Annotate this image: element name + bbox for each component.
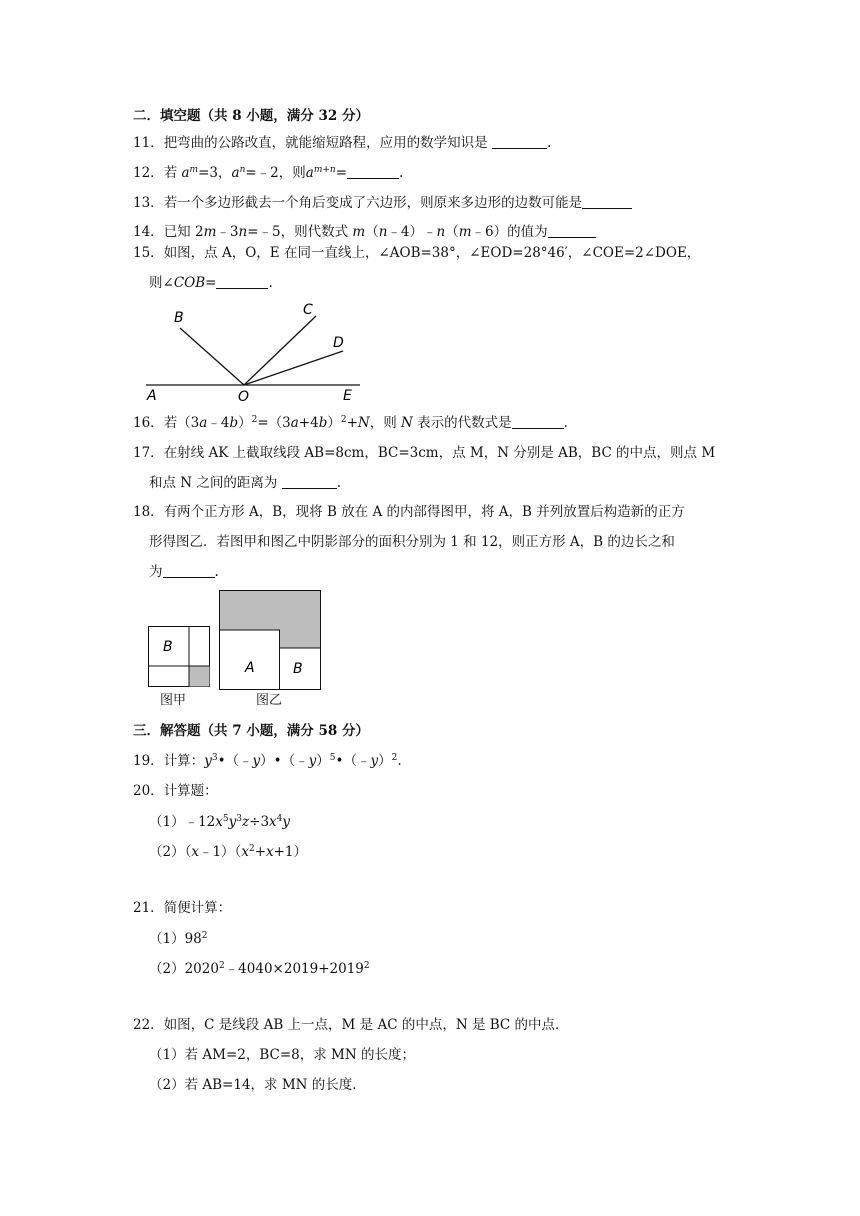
question-text-line1: 有两个正方形 A，B，现将 B 放在 A 的内部得图甲，将 A，B 并列放置后构造新的正方 [163,504,685,520]
text-part: ﹣6）的值为 [471,224,548,240]
text-part: （ [365,224,379,240]
text-part: •（﹣ [335,753,371,769]
question-end: . [397,753,402,769]
question-number: 15． [133,245,164,261]
label-c: C [303,302,313,318]
answer-blank [492,136,547,149]
text-part: ） [327,415,341,431]
exponent: 4 [276,814,283,824]
question-end: . [268,275,273,291]
exponent: 5 [222,814,229,824]
question-18-line3 [149,563,219,581]
exponent: 2 [363,961,370,971]
question-22 [133,1016,569,1034]
question-21 [133,899,231,917]
answer-blank [216,276,268,289]
caption-yi: 图乙 [256,693,283,708]
exponent: m [189,165,199,175]
text-part: ﹣1）（ [198,844,242,860]
answer-blank [282,476,337,489]
answer-blank [347,166,399,179]
question-11 [133,134,551,152]
variable: z [242,814,250,830]
exponent: 3 [236,814,243,824]
question-21-part2 [149,960,370,978]
question-number: 14． [133,224,164,240]
label-b: B [293,661,303,677]
label-o: O [238,389,250,405]
question-15-line2 [149,274,273,292]
text-part: ，则 [369,415,397,431]
text-part: =（3 [257,415,291,431]
exponent: 2 [391,753,398,763]
answer-blank [163,565,215,578]
label-b: B [174,310,184,326]
question-number: 12． [133,165,164,181]
label-a: A [245,660,255,676]
text-part: ﹣4 [207,415,230,431]
text-part: ） [378,753,392,769]
variable: y [308,753,317,769]
ray-od [244,351,343,385]
question-text-line1: 如图，点 A，O，E 在同一直线上，∠AOB=38°，∠EOD=28°46′，∠COE=2∠DOE， [163,245,701,261]
question-number: 20． [133,783,164,799]
text-part: =﹣5，则代数式 [247,224,349,240]
question-13 [133,194,632,212]
text-part: ） [316,753,330,769]
exponent: m+n [313,165,336,175]
question-number: 21． [133,900,164,916]
variable: x [241,844,249,860]
question-20 [133,782,218,800]
label-e: E [343,388,352,404]
question-17-line2 [149,474,341,492]
text-part: ﹣4）﹣ [387,224,437,240]
variable: m [352,224,366,240]
text-part: = [335,165,348,181]
variable: x [215,814,223,830]
shaded-region [189,666,210,687]
question-number: 11． [133,135,164,151]
exponent: 2 [248,844,255,854]
text-part: 若 [163,165,178,181]
question-number: 22． [133,1017,164,1033]
text-part: + [254,844,266,860]
text-part: +1） [273,844,308,860]
variable: y [282,814,291,830]
variable: n [378,224,388,240]
variable: x [269,814,277,830]
question-end: . [546,135,552,151]
variable: a [231,165,240,181]
text-part: 为 [149,564,163,580]
answer-blank [582,196,632,209]
variable: N [357,415,370,431]
variable: n [436,224,446,240]
text-part: （ [445,224,459,240]
question-text: 把弯曲的公路改直，就能缩短路程，应用的数学知识是 [163,135,488,151]
question-20-part1 [149,813,290,831]
text-part: 若（3 [163,415,200,431]
exponent: 2 [340,415,347,425]
answer-blank [548,225,596,238]
question-18-line2: 形得图乙．若图甲和图乙中阴影部分的面积分别为 1 和 12，则正方形 A，B 的边长之和 [149,534,675,550]
variable: x [191,844,199,860]
question-end: . [336,475,341,491]
question-text-line1: 在射线 AK 上截取线段 AB=8cm，BC=3cm，点 M，N 分别是 AB，BC 的中点，则点 M [163,445,716,461]
variable: y [252,753,261,769]
text-part: （1）﹣12 [149,814,216,830]
question-text: 若一个多边形截去一个角后变成了六边形，则原来多边形的边数可能是 [163,195,583,211]
text-part: 和点 N 之间的距离为 [149,475,278,491]
exponent: 5 [329,753,336,763]
question-18 [133,503,685,521]
exponent: 2 [251,415,258,425]
question-22-part2: （2）若 AB=14，求 MN 的长度． [149,1077,366,1093]
question-14 [133,223,596,241]
text-part: 已知 2 [163,224,204,240]
variable: a [305,165,314,181]
variable: m [203,224,217,240]
question-number: 19． [133,753,164,769]
exponent: 3 [211,753,218,763]
question-title: 简便计算： [163,900,232,916]
question-number: 16． [133,415,164,431]
text-part: =3， [198,165,232,181]
question-17 [133,444,715,462]
text-part: 计算： [163,753,205,769]
text-part: +4 [298,415,319,431]
text-part: ） [238,415,252,431]
section3-heading: 三．解答题（共 7 小题，满分 58 分） [133,723,369,739]
answer-blank [512,416,564,429]
question-16 [133,414,568,432]
text-part: ÷3 [249,814,270,830]
text-part: =﹣2，则 [245,165,306,181]
question-number: 13． [133,195,164,211]
angle-name: COB [173,275,206,291]
exponent: 2 [201,931,208,941]
variable: y [204,753,212,769]
question-title: 计算题： [163,783,218,799]
variable: n [238,224,248,240]
variable: b [229,415,239,431]
variable: x [265,844,274,860]
question-20-part2 [149,843,307,861]
exponent: n [239,165,246,175]
question-19 [133,752,402,770]
text-part: = [205,275,217,291]
question-22-part1: （1）若 AM=2，BC=8，求 MN 的长度； [149,1047,415,1063]
question-number: 17． [133,445,164,461]
text-part: ）•（﹣ [260,753,309,769]
variable: m [458,224,472,240]
text-part: + [346,415,358,431]
text-part: ﹣3 [216,224,239,240]
figure-jia [148,626,212,688]
text-part: •（﹣ [217,753,253,769]
question-15 [133,244,700,262]
variable: a [290,415,299,431]
figure-yi [219,590,323,692]
caption-jia: 图甲 [160,693,187,708]
text-part: 表示的代数式是 [417,415,512,431]
question-end: . [563,415,568,431]
section2-heading: 二．填空题（共 8 小题，满分 32 分） [133,108,369,124]
label-a: A [147,388,157,404]
ray-ob [180,328,244,385]
angle-figure [140,300,380,405]
label-b: B [163,639,173,655]
variable: y [228,814,237,830]
question-number: 18． [133,504,164,520]
question-12 [133,164,403,182]
question-text-line1: 如图，C 是线段 AB 上一点，M 是 AC 的中点，N 是 BC 的中点． [163,1017,569,1033]
ray-oc [244,316,316,385]
text-part: ﹣4040×2019+2019 [224,961,364,977]
text-part: （2）（ [149,844,192,860]
variable: N [401,415,413,431]
variable: y [370,753,379,769]
question-end: . [214,564,219,580]
exponent: 2 [218,961,225,971]
text-part: （2）2020 [149,961,219,977]
text-part: 则∠ [149,275,174,291]
variable: a [181,165,190,181]
question-21-part1 [149,930,208,948]
variable: b [318,415,328,431]
question-end: . [399,165,404,181]
variable: a [199,415,208,431]
text-part: （1）98 [149,931,202,947]
label-d: D [333,335,344,351]
